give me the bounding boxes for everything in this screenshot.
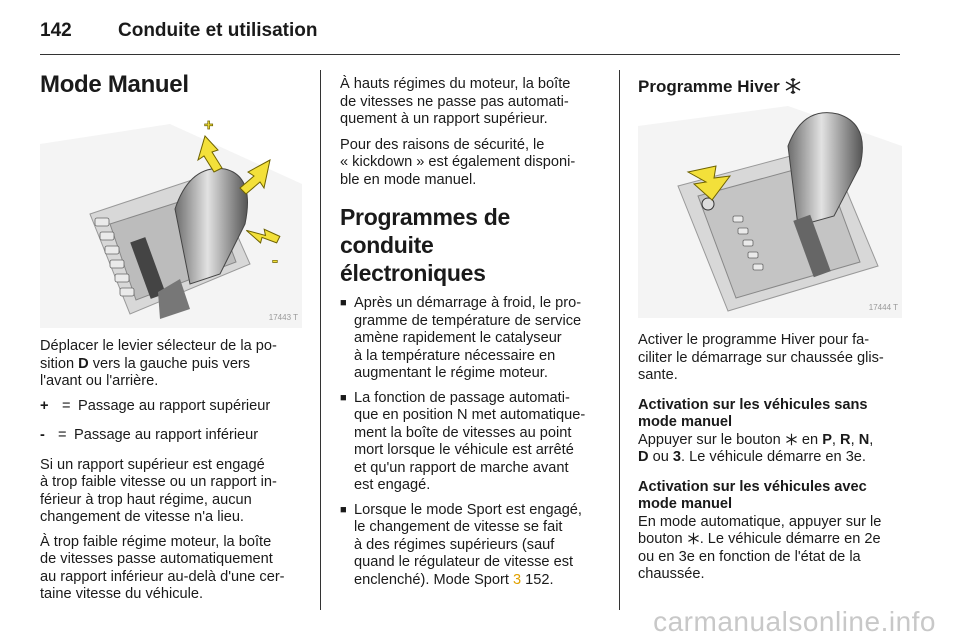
legend-plus: + = Passage au rapport supérieur — [40, 397, 271, 414]
paragraph-sans-mode-manuel: Appuyer sur le bouton en P, R, N, D ou 3. Le véhicule démarre en 3e. — [638, 431, 874, 465]
paragraph-activer-hiver: Activer le programme Hiver pour fa- ciliter le démarrage sur chaussée glis- sante. — [638, 332, 884, 383]
subheading-sans-mode-manuel: Activation sur les véhicules sans mode manuel — [638, 396, 868, 430]
intro-paragraph: Déplacer le levier sélecteur de la po- sition D vers la gauche puis vers l'avant ou l'arrière. — [40, 338, 277, 389]
gear-lever-figure — [40, 114, 302, 328]
list-item: ■ La fonction de passage automati- que en position N met automatique- ment la boîte de vitesses au point mort lorsque le véhicule est arrêté et qu'un rapport de marche avant est engagé. — [340, 390, 602, 495]
header-rule — [40, 54, 900, 55]
snowflake-icon — [785, 433, 798, 446]
column-3 — [638, 76, 902, 584]
heading-programmes: Programmes de conduite électroniques — [340, 204, 510, 286]
column-2 — [340, 76, 602, 589]
paragraph-avec-mode-manuel: En mode automatique, appuyer sur le bouton . Le véhicule démarre en 2e ou en 3e en fonction de l'état de la chaussée. — [638, 513, 882, 582]
svg-text:-: - — [272, 250, 278, 270]
section-title: Conduite et utilisation — [118, 20, 318, 41]
watermark: carmanualsonline.info — [653, 606, 936, 637]
column-divider-2 — [619, 70, 620, 610]
legend-minus: - = Passage au rapport inférieur — [40, 427, 259, 443]
paragraph-auto-downshift: À trop faible régime moteur, la boîte de vitesses passe automatiquement au rapport inférieur au-delà d'une cer- taine vitesse du véhicule. — [40, 533, 285, 602]
winter-button-figure — [638, 106, 902, 318]
subheading-avec-mode-manuel: Activation sur les véhicules avec mode manuel — [638, 478, 867, 512]
svg-text:+: + — [204, 117, 214, 134]
gear-lever-illustration — [40, 114, 302, 328]
paragraph-no-shift: Si un rapport supérieur est engagé à trop faible vitesse ou un rapport in- férieur à trop haut régime, aucun changement de vitesse n'a lieu. — [40, 456, 277, 525]
list-item: ■ Lorsque le mode Sport est engagé, le changement de vitesse se fait à des régimes supérieurs (sauf quand le régulateur de vitesse est enclenché). Mode Sport 3 152. — [340, 502, 602, 590]
heading-mode-manuel: Mode Manuel — [40, 71, 189, 98]
paragraph-kickdown: Pour des raisons de sécurité, le « kickdown » est également disponi- ble en mode manuel. — [340, 136, 576, 188]
column-1 — [40, 70, 302, 604]
list-item: ■ Après un démarrage à froid, le pro- gramme de température de service amène rapidement le catalyseur à la température nécessaire en augmentant le régime moteur. — [340, 295, 602, 383]
heading-programme-hiver: Programme Hiver — [638, 76, 902, 98]
figure-id: 17444 T — [868, 302, 898, 312]
paragraph-high-rpm: À hauts régimes du moteur, la boîte de vitesses ne passe pas automati- quement à un rapport supérieur. — [340, 76, 571, 127]
winter-button-illustration — [638, 106, 902, 318]
programmes-list — [340, 295, 602, 589]
page-number: 142 — [40, 20, 72, 41]
page-reference-icon[interactable]: 3 — [513, 571, 522, 588]
snowflake-icon — [784, 77, 802, 95]
page-header — [40, 18, 920, 52]
figure-id: 17443 T — [268, 312, 298, 322]
snowflake-icon — [687, 532, 700, 545]
column-divider-1 — [320, 70, 321, 610]
